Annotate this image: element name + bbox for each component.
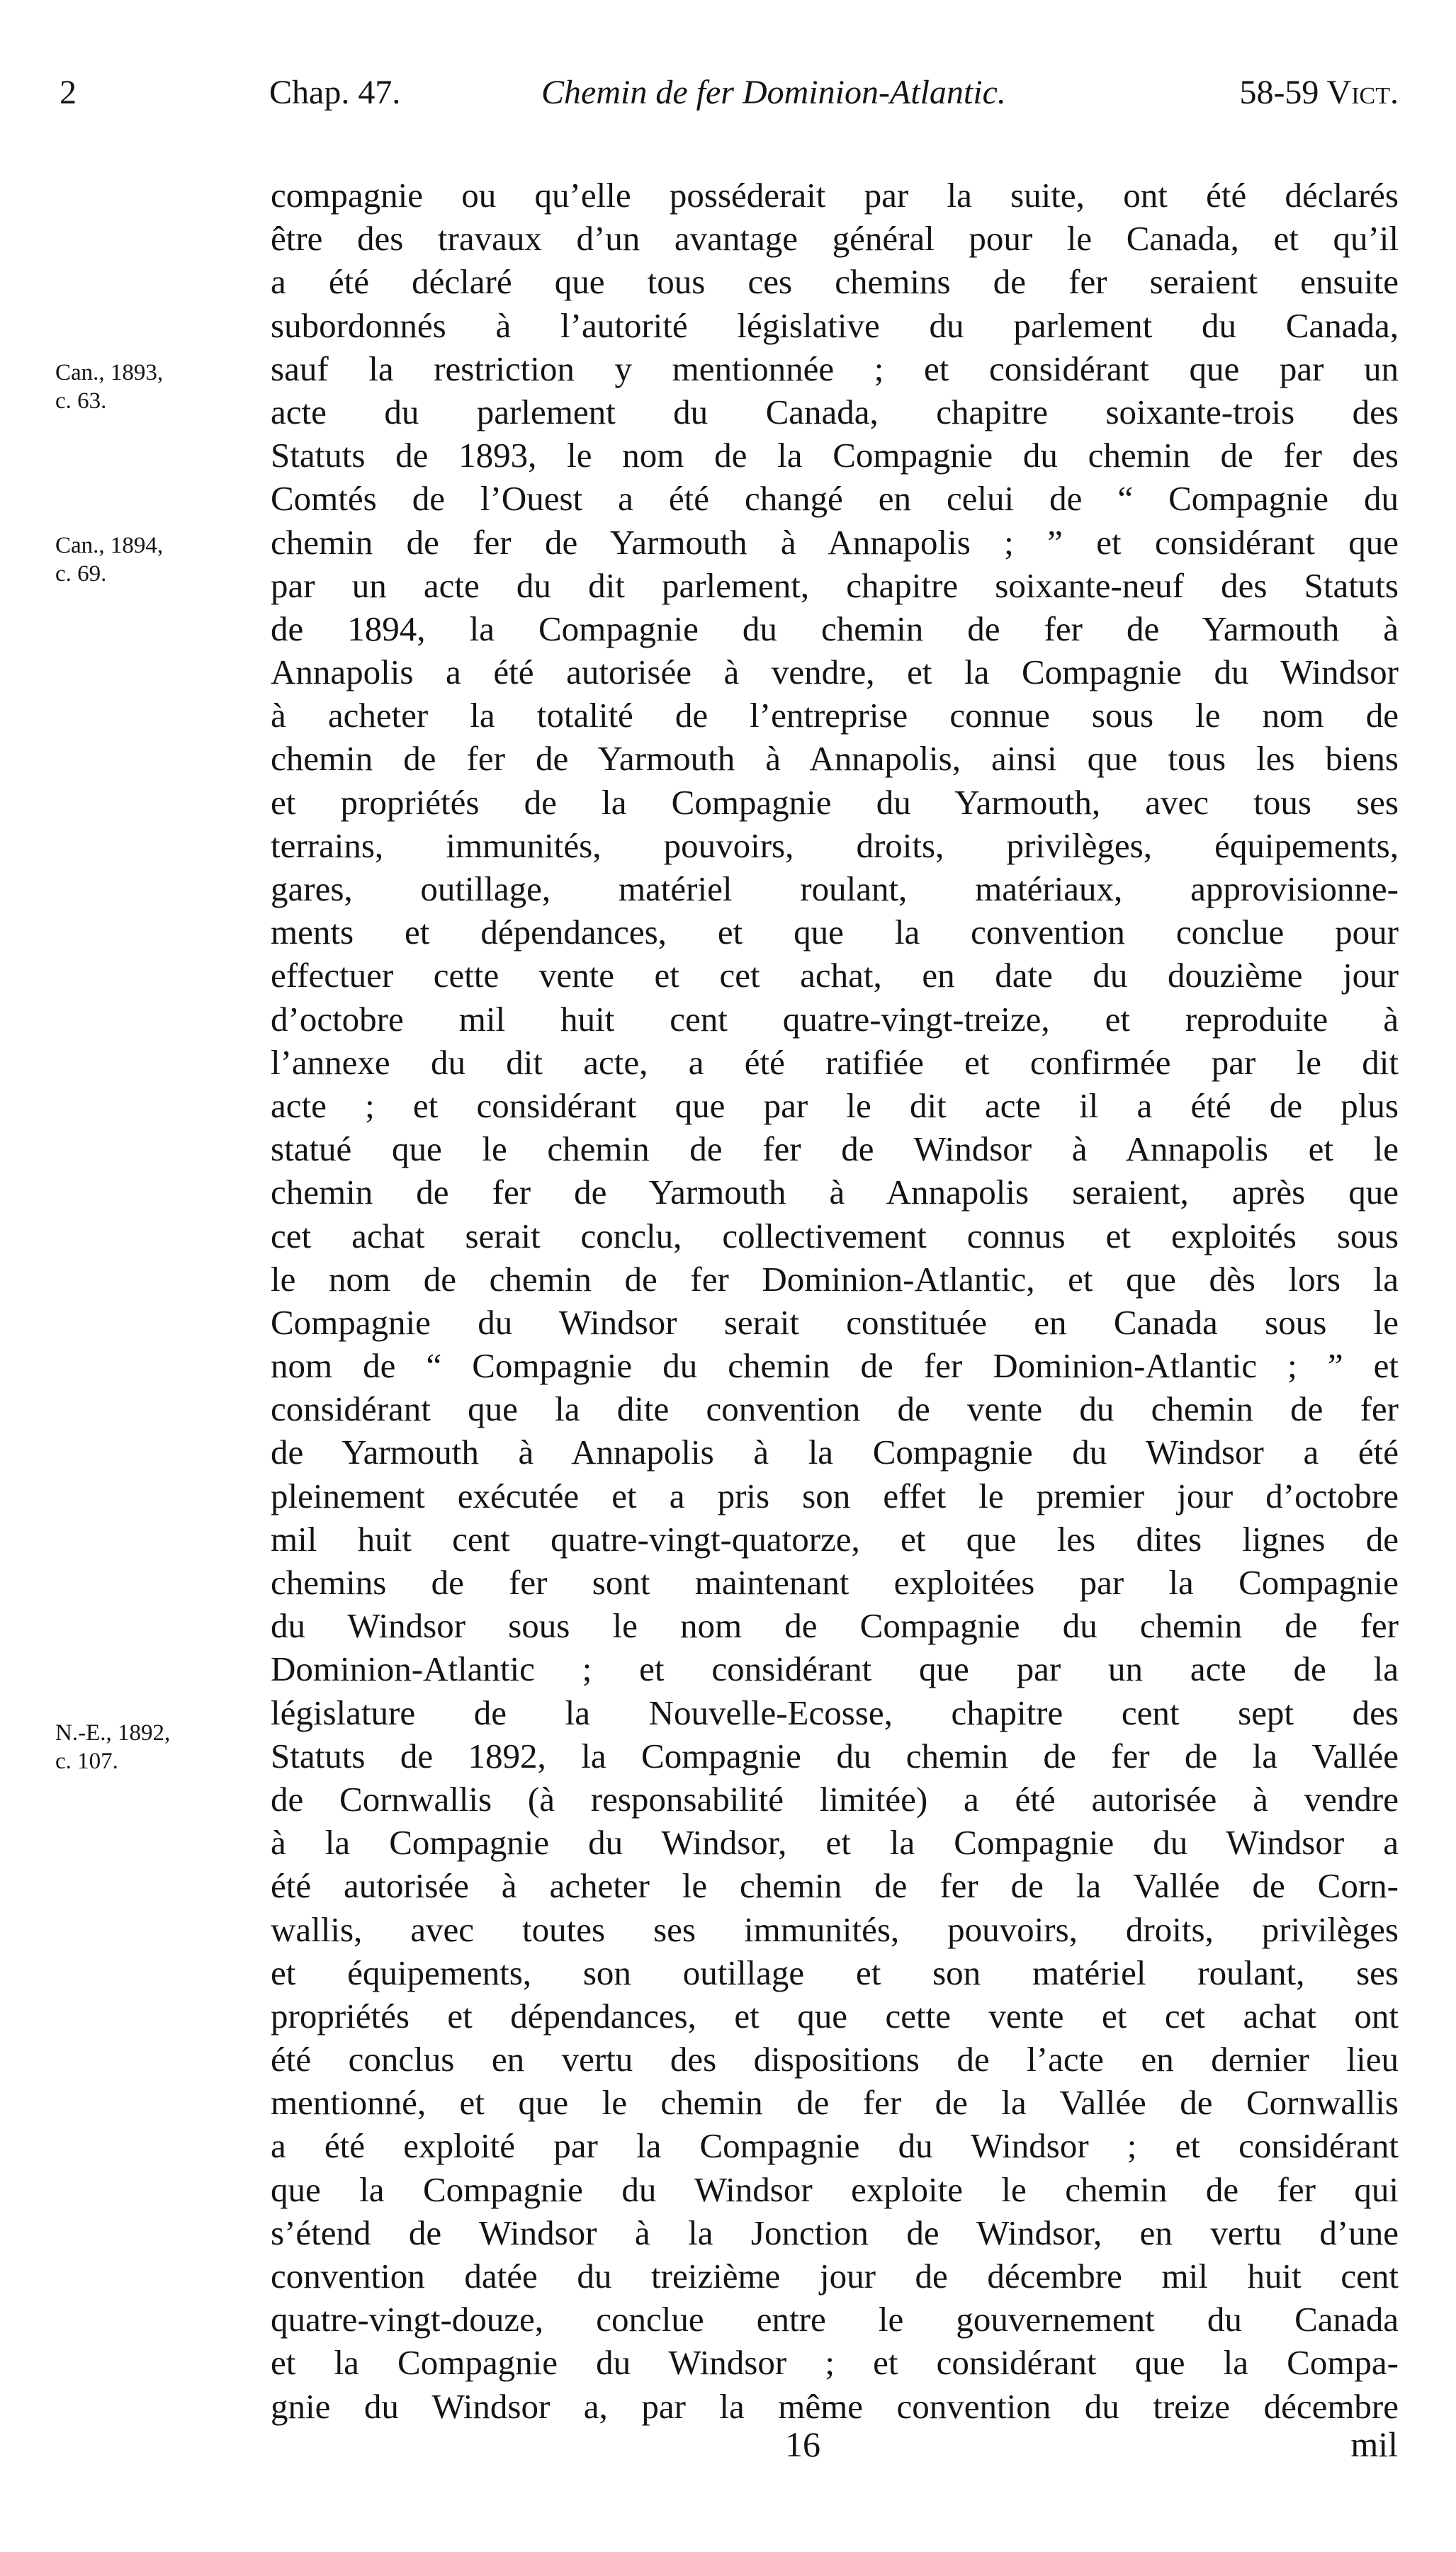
text-line: Annapolis a été autorisée à vendre, et la Compagnie du Windsor: [271, 653, 1399, 692]
chapter-label: Chap. 47.: [269, 74, 401, 111]
text-line: acte ; et considérant que par le dit acte il a été de plus: [271, 1085, 1399, 1125]
text-line: subordonnés à l’autorité législative du parlement du Canada,: [271, 305, 1399, 345]
text-line: à acheter la totalité de l’entreprise connue sous le nom de: [271, 696, 1399, 735]
text-line: et la Compagnie du Windsor ; et considérant que la Compa-: [271, 2343, 1399, 2383]
regnal-year: 58-59 Vict.: [1239, 74, 1399, 111]
text-line: législature de la Nouvelle-Ecosse, chapitre cent sept des: [271, 1693, 1399, 1732]
text-line: été autorisée à acheter le chemin de fer de la Vallée de Corn-: [271, 1866, 1399, 1906]
text-line: Compagnie du Windsor serait constituée en Canada sous le: [271, 1302, 1399, 1342]
text-line: mentionné, et que le chemin de fer de la Vallée de Cornwallis: [271, 2083, 1399, 2123]
margin-note-citation: N.-E., 1892,: [55, 1720, 171, 1746]
margin-note-chapter: c. 69.: [55, 561, 107, 587]
text-line: et équipements, son outillage et son matériel roulant, ses: [271, 1953, 1399, 1992]
running-header: [60, 68, 1399, 118]
page-number: 2: [60, 74, 77, 111]
text-line: chemin de fer de Yarmouth à Annapolis, ainsi que tous les biens: [271, 739, 1399, 779]
margin-note: [55, 358, 261, 415]
text-line: considérant que la dite convention de vente du chemin de fer: [271, 1389, 1399, 1429]
margin-note: [55, 1719, 261, 1775]
text-line: chemin de fer de Yarmouth à Annapolis seraient, après que: [271, 1173, 1399, 1212]
text-line: statué que le chemin de fer de Windsor à Annapolis et le: [271, 1129, 1399, 1169]
text-line: acte du parlement du Canada, chapitre soixante-trois des: [271, 392, 1399, 431]
text-line: terrains, immunités, pouvoirs, droits, privilèges, équipements,: [271, 825, 1399, 865]
text-line: l’annexe du dit acte, a été ratifiée et confirmée par le dit: [271, 1042, 1399, 1082]
text-line: à la Compagnie du Windsor, et la Compagnie du Windsor a: [271, 1823, 1399, 1863]
text-line: nom de “ Compagnie du chemin de fer Dominion-Atlantic ; ” et: [271, 1346, 1399, 1386]
text-line: a été déclaré que tous ces chemins de fer seraient ensuite: [271, 262, 1399, 302]
signature-mark: 16: [785, 2424, 820, 2464]
margin-note-citation: Can., 1894,: [55, 533, 164, 558]
text-line: chemin de fer de Yarmouth à Annapolis ; ” et considérant que: [271, 522, 1399, 562]
text-line: de Yarmouth à Annapolis à la Compagnie du Windsor a été: [271, 1433, 1399, 1472]
text-line: être des travaux d’un avantage général pour le Canada, et qu’il: [271, 219, 1399, 259]
text-line: gares, outillage, matériel roulant, matériaux, approvisionne-: [271, 869, 1399, 908]
text-line: chemins de fer sont maintenant exploitées par la Compagnie: [271, 1563, 1399, 1602]
text-line: s’étend de Windsor à la Jonction de Windsor, en vertu d’une: [271, 2213, 1399, 2252]
text-line: pleinement exécutée et a pris son effet le premier jour d’octobre: [271, 1476, 1399, 1515]
text-line: effectuer cette vente et cet achat, en date du douzième jour: [271, 956, 1399, 995]
text-line: compagnie ou qu’elle posséderait par la suite, ont été déclarés: [271, 176, 1399, 215]
text-line: ments et dépendances, et que la convention conclue pour: [271, 913, 1399, 952]
text-line: sauf la restriction y mentionnée ; et considérant que par un: [271, 349, 1399, 388]
text-line: propriétés et dépendances, et que cette vente et cet achat ont: [271, 1996, 1399, 2036]
text-line: par un acte du dit parlement, chapitre soixante-neuf des Statuts: [271, 565, 1399, 605]
text-line: Dominion-Atlantic ; et considérant que par un acte de la: [271, 1649, 1399, 1689]
text-line: de Cornwallis (à responsabilité limitée) a été autorisée à vendre: [271, 1779, 1399, 1819]
text-line: de 1894, la Compagnie du chemin de fer de Yarmouth à: [271, 609, 1399, 648]
text-line: été conclus en vertu des dispositions de l’acte en dernier lieu: [271, 2040, 1399, 2079]
text-line: convention datée du treizième jour de décembre mil huit cent: [271, 2257, 1399, 2296]
text-line: quatre-vingt-douze, conclue entre le gouvernement du Canada: [271, 2300, 1399, 2339]
text-line: mil huit cent quatre-vingt-quatorze, et que les dites lignes de: [271, 1519, 1399, 1559]
catchword: mil: [1350, 2424, 1398, 2464]
margin-note: [55, 531, 261, 588]
margin-note-citation: Can., 1893,: [55, 360, 164, 385]
text-line: et propriétés de la Compagnie du Yarmouth, avec tous ses: [271, 782, 1399, 822]
text-line: du Windsor sous le nom de Compagnie du chemin de fer: [271, 1606, 1399, 1646]
margin-note-chapter: c. 107.: [55, 1749, 118, 1774]
text-line: d’octobre mil huit cent quatre-vingt-treize, et reproduite à: [271, 999, 1399, 1039]
text-line: que la Compagnie du Windsor exploite le chemin de fer qui: [271, 2169, 1399, 2209]
text-line: Comtés de l’Ouest a été changé en celui de “ Compagnie du: [271, 479, 1399, 519]
text-line: le nom de chemin de fer Dominion-Atlantic, et que dès lors la: [271, 1259, 1399, 1299]
margin-note-chapter: c. 63.: [55, 388, 107, 414]
text-line: gnie du Windsor a, par la même convention du treize décembre: [271, 2386, 1399, 2426]
text-line: cet achat serait conclu, collectivement connus et exploités sous: [271, 1216, 1399, 1255]
text-line: a été exploité par la Compagnie du Windsor ; et considérant: [271, 2126, 1399, 2166]
body-text: [271, 174, 1399, 2428]
text-line: wallis, avec toutes ses immunités, pouvoirs, droits, privilèges: [271, 1909, 1399, 1949]
running-title: Chemin de fer Dominion-Atlantic.: [541, 74, 1006, 111]
text-line: Statuts de 1892, la Compagnie du chemin de fer de la Vallée: [271, 1736, 1399, 1775]
text-line: Statuts de 1893, le nom de la Compagnie du chemin de fer des: [271, 436, 1399, 475]
